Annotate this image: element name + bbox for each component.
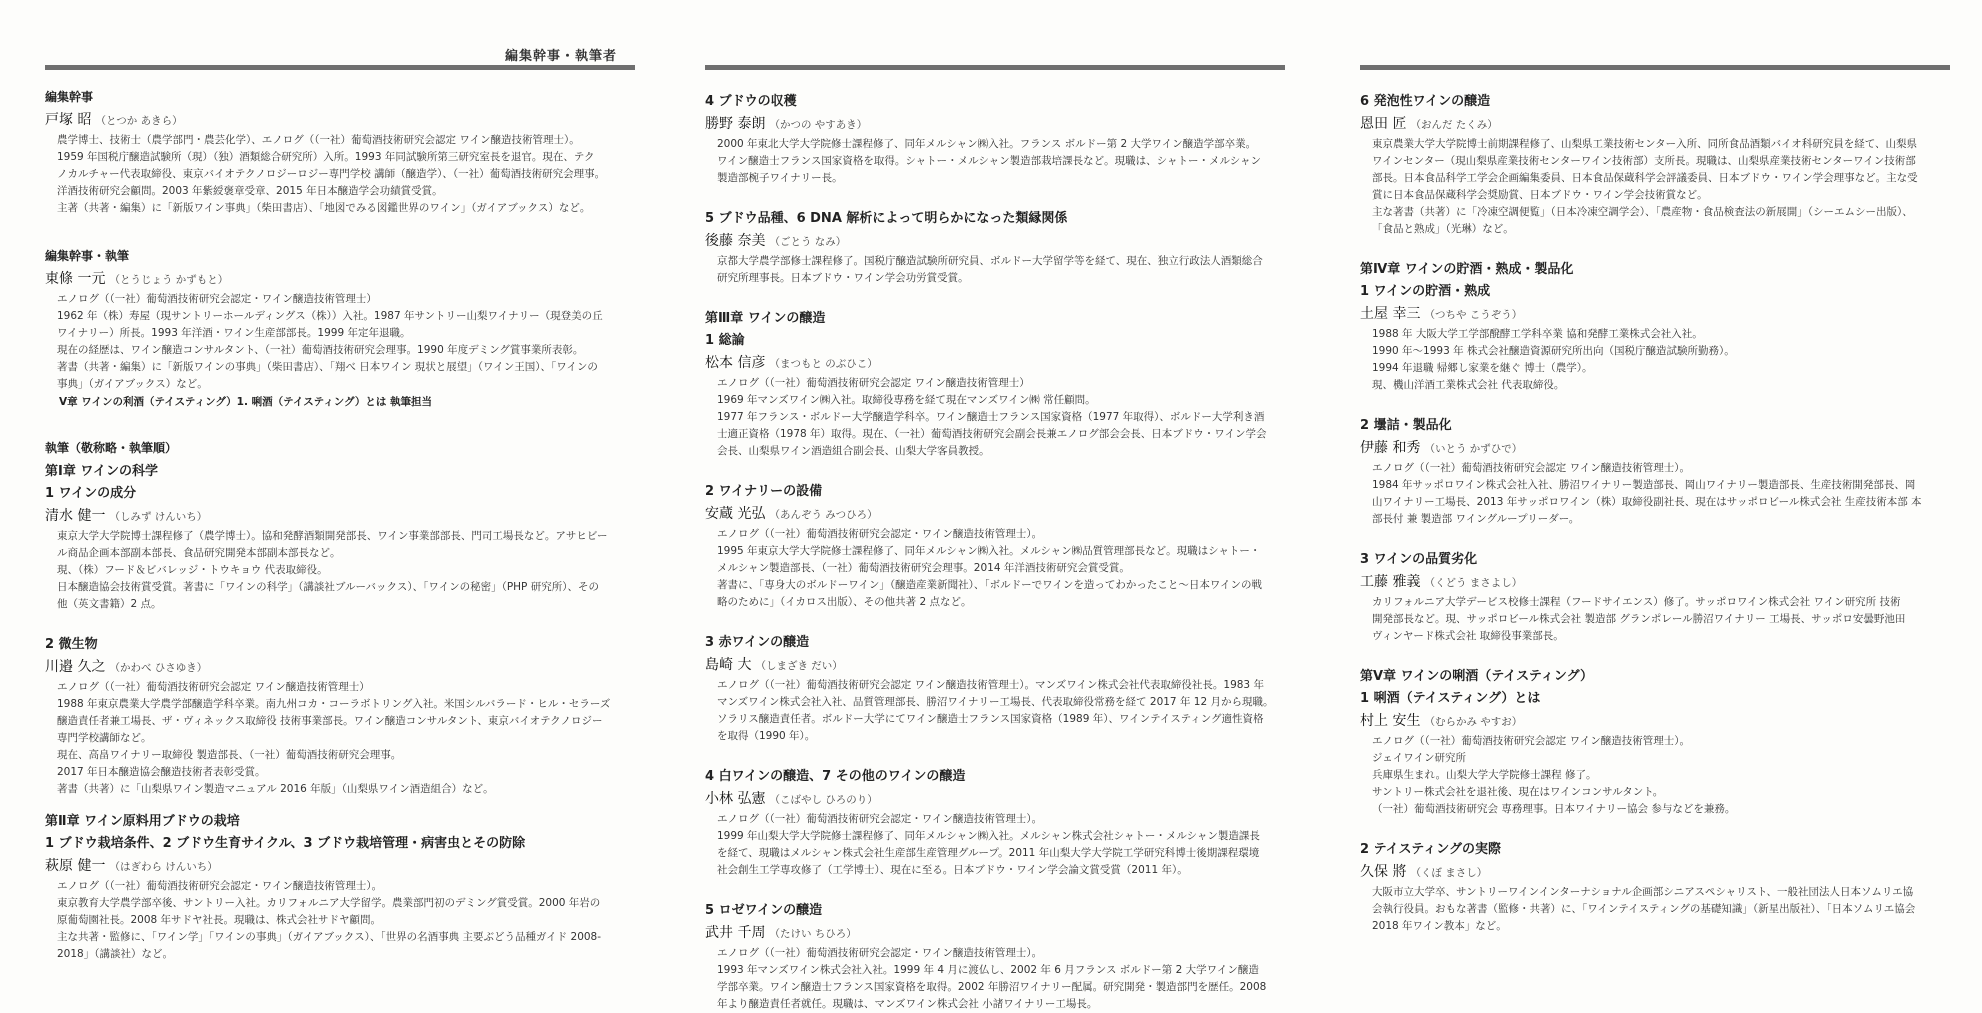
person-bio	[1360, 594, 1950, 645]
person-reading: （いとう かずひで）	[1424, 443, 1523, 455]
bio-line: 農学博士、技術士（農学部門・農芸化学）、エノログ（（一社）葡萄酒技術研究会認定 ワイン醸造技術管理士）。	[57, 134, 580, 146]
bio-line: 大阪市立大学卒、サントリーワインインターナショナル企画部シニアスペシャリスト、一般社団法人日本ソムリエ協	[1372, 886, 1914, 898]
bio-line: 1988 年東京農業大学農学部醸造学科卒業。南九州コカ・コーラボトリング入社。米国シルバラード・ヒル・セラーズ	[57, 698, 611, 710]
bio-line: エノログ（（一社）葡萄酒技術研究会認定 ワイン醸造技術管理士）	[57, 681, 370, 693]
bio-line: 1969 年マンズワイン㈱入社。取締役専務を経て現在マンズワイン㈱ 常任顧問。	[717, 394, 1096, 406]
person-name: 勝野 泰朗 （かつの やすあき）	[705, 116, 868, 132]
bio-line: 2017 年日本醸造協会醸造技術者表彰受賞。	[57, 766, 266, 778]
bio-line: ワイナリー）所長。1993 年洋酒・ワイン生産部部長。1999 年定年退職。	[57, 327, 411, 339]
section-heading: 1 ワインの貯酒・熟成	[1360, 284, 1491, 299]
person-name: 恩田 匠 （おんだ たくみ）	[1360, 116, 1498, 132]
bio-line: 会執行役員。おもな著書（監修・共著）に、「ワインテイスティングの基礎知識」（新星出版社）、「日本ソムリエ協会	[1372, 903, 1916, 915]
bio-line: 「食品と熟成」（光琳）など。	[1372, 223, 1514, 235]
bio-line: エノログ（（一社）葡萄酒技術研究会認定・ワイン醸造技術管理士）。	[717, 813, 1043, 825]
bio-line: 他（英文書籍）2 点。	[57, 598, 162, 610]
column-left	[45, 0, 635, 1000]
person-bio	[705, 945, 1285, 1013]
person-bio	[45, 132, 635, 217]
person-reading: （くぼ まさし）	[1410, 867, 1488, 879]
section-heading: 2 テイスティングの実際	[1360, 842, 1501, 857]
bio-line: 著書（共著・編集）に「新版ワインの事典」（柴田書店）、「翔べ 日本ワイン 現状と展望」（ワイン王国）、「ワインの	[57, 361, 598, 373]
chapter-heading: 第Ⅴ章 ワインの唎酒（テイスティング）	[1360, 669, 1593, 684]
section-heading: 1 総論	[705, 333, 745, 348]
bio-line: ル商品企画本部副本部長、食品研究開発本部副本部長など。	[57, 547, 341, 559]
section-heading: 1 ワインの成分	[45, 486, 137, 501]
bio-line: 2018 年ワイン教本」など。	[1372, 920, 1507, 932]
section-heading: 5 ロゼワインの醸造	[705, 903, 823, 918]
bio-line: 山ワイナリー工場長、2013 年サッポロワイン（株）取締役副社長、現在はサッポロビール株式会社 生産技術本部 本	[1372, 496, 1922, 508]
bio-line: 2000 年東北大学大学院修士課程修了、同年メルシャン㈱入社。フランス ボルドー第 2 大学ワイン醸造学部卒業。	[717, 138, 1257, 150]
bio-line: メルシャン製造部長、（一社）葡萄酒技術研究会理事。2014 年洋酒技術研究会賞受賞。	[717, 562, 1130, 574]
bio-line: 主著（共著・編集）に「新版ワイン事典」（柴田書店）、「地図でみる図鑑世界のワイン」（ガイアブックス）など。	[57, 202, 591, 214]
person-name: 後藤 奈美 （ごとう なみ）	[705, 233, 847, 249]
person-bio	[705, 526, 1285, 611]
section-heading: 1 ブドウ栽培条件、2 ブドウ生育サイクル、3 ブドウ栽培管理・病害虫とその防除	[45, 836, 526, 851]
person-bio	[45, 878, 635, 963]
bio-line: 現在の経歴は、ワイン醸造コンサルタント、（一社）葡萄酒技術研究会理事。1990 年度デミング賞事業所表彰。	[57, 344, 584, 356]
section-heading: 4 白ワインの醸造、7 その他のワインの醸造	[705, 769, 966, 784]
section-heading: 5 ブドウ品種、6 DNA 解析によって明らかになった類縁関係	[705, 211, 1068, 226]
bio-line: 原葡萄園社長。2008 年サドヤ社長。現職は、株式会社サドヤ顧問。	[57, 914, 382, 926]
bio-line: マンズワイン株式会社入社、品質管理部長、勝沼ワイナリー工場長、代表取締役常務を経て 2017 年 12 月から現職。	[717, 696, 1274, 708]
person-name: 戸塚 昭 （とつか あきら）	[45, 112, 183, 128]
bio-line: 士適正資格（1978 年）取得。現在、（一社）葡萄酒技術研究会副会長兼エノログ部会会長、日本ブドウ・ワイン学会	[717, 428, 1267, 440]
section-heading: 3 赤ワインの醸造	[705, 635, 810, 650]
column-right	[1360, 0, 1950, 1000]
chapter-heading: 第Ⅱ章 ワイン原料用ブドウの栽培	[45, 814, 240, 829]
bio-line: 東京農業大学大学院博士前期課程修了、山梨県工業技術センター入所、同所食品酒類バイオ科研究員を経て、山梨県	[1372, 138, 1918, 150]
column-middle	[705, 0, 1285, 1010]
page-header-label: 編集幹事・執筆者	[505, 49, 618, 64]
bio-line: エノログ（（一社）葡萄酒技術研究会認定・ワイン醸造技術管理士）。	[717, 528, 1043, 540]
bio-line: 1988 年 大阪大学工学部醗酵工学科卒業 協和発酵工業株式会社入社。	[1372, 328, 1703, 340]
group-heading: 編集幹事・執筆	[45, 249, 130, 263]
person-reading: （つちや こうぞう）	[1424, 309, 1523, 321]
person-bio	[705, 677, 1285, 745]
bio-line: 著書（共著）に「山梨県ワイン製造マニュアル 2016 年版」（山梨県ワイン酒造組合）など。	[57, 783, 494, 795]
person-reading: （とうじょう かずもと）	[109, 274, 229, 286]
person-name: 東條 一元 （とうじょう かずもと）	[45, 271, 229, 287]
group-heading: 編集幹事	[45, 90, 94, 104]
bio-line: 主な著書（共著）に「冷凍空調便覧」（日本冷凍空調学会）、「農産物・食品検査法の新展開」（シーエムシー出版）、	[1372, 206, 1913, 218]
bio-line: 東京大学大学院博士課程修了（農学博士）。協和発酵酒類開発部長、ワイン事業部部長、門司工場長など。アサヒビー	[57, 530, 608, 542]
person-name: 伊藤 和秀 （いとう かずひで）	[1360, 440, 1523, 456]
section-heading: 2 微生物	[45, 637, 98, 652]
person-bio	[45, 291, 635, 393]
bio-line: エノログ（（一社）葡萄酒技術研究会認定 ワイン醸造技術管理士）	[717, 377, 1030, 389]
bio-line: 略のために」（イカロス出版）、その他共著 2 点など。	[717, 596, 972, 608]
bio-line: （一社）葡萄酒技術研究会 専務理事。日本ワイナリー協会 参与などを兼務。	[1372, 803, 1736, 815]
section-heading: 2 ワイナリーの設備	[705, 484, 823, 499]
person-bio	[45, 528, 635, 613]
bio-line: 1993 年マンズワイン株式会社入社。1999 年 4 月に渡仏し、2002 年 6 月フランス ボルドー第 2 大学ワイン醸造	[717, 964, 1259, 976]
bio-line: 著書に、「専身大のボルドーワイン」（醸造産業新聞社）、「ボルドーでワインを造ってわかったこと〜日本ワインの戦	[717, 579, 1263, 591]
bio-line: 賞に日本食品保蔵科学会奨励賞、日本ブドウ・ワイン学会技術賞など。	[1372, 189, 1708, 201]
person-reading: （くどう まさよし）	[1424, 577, 1523, 589]
person-bio	[1360, 460, 1950, 528]
person-reading: （まつもと のぶひこ）	[769, 358, 878, 370]
person-name: 武井 千周 （たけい ちひろ）	[705, 925, 857, 941]
bio-line: ワインセンター（現山梨県産業技術センターワイン技術部）支所長。現職は、山梨県産業技術センターワイン技術部	[1372, 155, 1916, 167]
bio-line: 現、機山洋酒工業株式会社 代表取締役。	[1372, 379, 1565, 391]
bio-line: ヴィンヤード株式会社 取締役事業部長。	[1372, 630, 1564, 642]
bio-line: を取得（1990 年）。	[717, 730, 816, 742]
person-reading: （はぎわら けんいち）	[109, 861, 218, 873]
bio-line: 主な共著・監修に、「ワイン学」「ワインの事典」（ガイアブックス）、「世界の名酒事典 主要ぶどう品種ガイド 2008-	[57, 931, 602, 943]
bio-line: ノカルチャー代表取締役、東京バイオテクノロジーロジー専門学校 講師（醸造学）、（一社）葡萄酒技術研究会理事。	[57, 168, 606, 180]
person-reading: （おんだ たくみ）	[1410, 119, 1498, 131]
section-heading: 4 ブドウの収穫	[705, 94, 797, 109]
person-name: 安蔵 光弘 （あんぞう みつひろ）	[705, 506, 878, 522]
bio-line: 1959 年国税庁醸造試験所（現）（独）酒類総合研究所）入所。1993 年同試験所第三研究室長を退官。現在、テク	[57, 151, 595, 163]
bio-line: 1962 年（株）寿屋（現サントリーホールディングス（株））入社。1987 年サントリー山梨ワイナリー（現登美の丘	[57, 310, 603, 322]
bio-line: 1984 年サッポロワイン株式会社入社、勝沼ワイナリー製造部長、岡山ワイナリー製造部長、生産技術開発部長、岡	[1372, 479, 1916, 491]
bio-line: 兵庫県生まれ。山梨大学大学院修士課程 修了。	[1372, 769, 1597, 781]
person-bio	[1360, 136, 1950, 238]
bio-line: を経て、現職はメルシャン株式会社生産部生産管理グループ。2011 年山梨大学大学院工学研究科博士後期課程環境	[717, 847, 1260, 859]
person-reading: （ごとう なみ）	[769, 236, 847, 248]
bio-line: 会長、山梨県ワイン酒造組合副会長、山梨大学客員教授。	[717, 445, 990, 457]
person-name: 小林 弘憲 （こばやし ひろのり）	[705, 791, 878, 807]
section-heading: 2 壜詰・製品化	[1360, 418, 1452, 433]
person-name: 島崎 大 （しまざき だい）	[705, 657, 843, 673]
bio-line: 社会創生工学専攻修了（工学博士）、現在に至る。日本ブドウ・ワイン学会論文賞受賞（2011 年）。	[717, 864, 1188, 876]
bio-line: 現、（株）フード＆ビバレッジ・トウキョウ 代表取締役。	[57, 564, 328, 576]
bio-line: 東京教育大学農学部卒後、サントリー入社。カリフォルニア大学留学。農業部門初のデミング賞受賞。2000 年岩の	[57, 897, 601, 909]
bio-line: エノログ（（一社）葡萄酒技術研究会認定 ワイン醸造技術管理士）。	[1372, 735, 1691, 747]
bio-line: 現在、高畠ワイナリー取締役 製造部長、（一社）葡萄酒技術研究会理事。	[57, 749, 402, 761]
bio-line: 1990 年〜1993 年 株式会社醸造資源研究所出向（国税庁醸造試験所勤務）。	[1372, 345, 1735, 357]
person-name: 久保 將 （くぼ まさし）	[1360, 864, 1488, 880]
person-bio	[1360, 733, 1950, 818]
bio-line: 研究所理事長。日本ブドウ・ワイン学会功労賞受賞。	[717, 272, 969, 284]
person-reading: （むらかみ やすお）	[1424, 716, 1523, 728]
chapter-heading: 第Ⅰ章 ワインの科学	[45, 464, 158, 479]
bio-line: 醸造責任者兼工場長、ザ・ヴィネックス取締役 技術事業部長。ワイン醸造コンサルタント、東京バイオテクノロジー	[57, 715, 603, 727]
bio-line: エノログ（（一社）葡萄酒技術研究会認定 ワイン醸造技術管理士）。	[1372, 462, 1691, 474]
bio-line: 京都大学農学部修士課程修了。国税庁醸造試験所研究員、ボルドー大学留学等を経て、現在、独立行政法人酒類総合	[717, 255, 1263, 267]
bio-line: 事典」（ガイアブックス）など。	[57, 378, 208, 390]
assignment-note: V章 ワインの利酒（テイスティング）1. 唎酒（テイスティング）とは 執筆担当	[59, 396, 433, 408]
person-reading: （しまざき だい）	[755, 660, 843, 672]
person-name: 土屋 幸三 （つちや こうぞう）	[1360, 306, 1523, 322]
person-reading: （かつの やすあき）	[769, 119, 868, 131]
chapter-heading: 第Ⅳ章 ワインの貯酒・熟成・製品化	[1360, 262, 1574, 277]
bio-line: エノログ（（一社）葡萄酒技術研究会認定・ワイン醸造技術管理士）	[57, 293, 377, 305]
section-heading: 1 唎酒（テイスティング）とは	[1360, 691, 1541, 706]
person-reading: （あんぞう みつひろ）	[769, 509, 878, 521]
bio-line: 1994 年退職 帰郷し家業を継ぐ 博士（農学）。	[1372, 362, 1593, 374]
bio-line: 1999 年山梨大学大学院修士課程修了、同年メルシャン㈱入社。メルシャン株式会社シャトー・メルシャン製造課長	[717, 830, 1260, 842]
person-name: 萩原 健一 （はぎわら けんいち）	[45, 858, 218, 874]
person-bio	[705, 375, 1285, 460]
person-bio	[705, 253, 1285, 287]
bio-line: 学部卒業。ワイン醸造士フランス国家資格を取得。2002 年勝沼ワイナリー配属。研究開発・製造部門を歴任。2008	[717, 981, 1267, 993]
bio-line: 日本醸造協会技術賞受賞。著書に「ワインの科学」（講談社ブルーバックス）、「ワインの秘密」（PHP 研究所）、その	[57, 581, 599, 593]
person-reading: （しみず けんいち）	[109, 511, 208, 523]
chapter-heading: 第Ⅲ章 ワインの醸造	[705, 311, 826, 326]
bio-line: カリフォルニア大学デービス校修士課程（フードサイエンス）修了。サッポロワイン株式会社 ワイン研究所 技術	[1372, 596, 1901, 608]
section-heading: 6 発泡性ワインの醸造	[1360, 94, 1491, 109]
bio-line: エノログ（（一社）葡萄酒技術研究会認定・ワイン醸造技術管理士）。	[57, 880, 383, 892]
group-heading: 執筆（敬称略・執筆順）	[45, 441, 178, 455]
person-bio	[1360, 326, 1950, 394]
person-name: 清水 健一 （しみず けんいち）	[45, 508, 208, 524]
person-reading: （とつか あきら）	[95, 115, 183, 127]
bio-line: 開発部長など。現、サッポロビール株式会社 製造部 グランポレール勝沼ワイナリー 工場長、サッポロ安曇野池田	[1372, 613, 1906, 625]
person-bio	[705, 811, 1285, 879]
person-name: 川邉 久之 （かわべ ひさゆき）	[45, 659, 208, 675]
bio-line: 1977 年フランス・ボルドー大学醸造学科卒。ワイン醸造士フランス国家資格（1977 年取得）、ボルドー大学利き酒	[717, 411, 1265, 423]
bio-line: 部長。日本食品科学工学会企画編集委員、日本食品保蔵科学会評議委員、日本ブドウ・ワイン学会理事など。主な受	[1372, 172, 1918, 184]
person-bio	[1360, 884, 1950, 935]
person-bio	[705, 136, 1285, 187]
bio-line: エノログ（（一社）葡萄酒技術研究会認定・ワイン醸造技術管理士）。	[717, 947, 1043, 959]
person-reading: （こばやし ひろのり）	[769, 794, 878, 806]
bio-line: 2018」（講談社）など。	[57, 948, 173, 960]
bio-line: 専門学校講師など。	[57, 732, 152, 744]
person-name: 村上 安生 （むらかみ やすお）	[1360, 713, 1523, 729]
bio-line: 部長付 兼 製造部 ワイングループリーダー。	[1372, 513, 1580, 525]
bio-line: 洋酒技術研究会顧問。2003 年紫綬褒章受章、2015 年日本醸造学会功績賞受賞。	[57, 185, 443, 197]
person-bio	[45, 679, 635, 798]
person-reading: （かわべ ひさゆき）	[109, 662, 208, 674]
bio-line: エノログ（（一社）葡萄酒技術研究会認定 ワイン醸造技術管理士）。マンズワイン株式会社代表取締役社長。1983 年	[717, 679, 1264, 691]
bio-line: 年より醸造責任者就任。現職は、マンズワイン株式会社 小諸ワイナリー工場長。	[717, 998, 1098, 1010]
bio-line: ワイン醸造士フランス国家資格を取得。シャトー・メルシャン製造部栽培課長など。現職は、シャトー・メルシャン	[717, 155, 1262, 167]
person-name: 工藤 雅義 （くどう まさよし）	[1360, 574, 1523, 590]
bio-line: ジェイワイン研究所	[1372, 752, 1466, 764]
person-reading: （たけい ちひろ）	[769, 928, 857, 940]
bio-line: 1995 年東京大学大学院修士課程修了、同年メルシャン㈱入社。メルシャン㈱品質管理部長など。現職はシャトー・	[717, 545, 1261, 557]
bio-line: ソラリス醸造責任者。ボルドー大学にてワイン醸造士フランス国家資格（1989 年）、ワインテイスティング適性資格	[717, 713, 1264, 725]
bio-line: サントリー株式会社を退社後、現在はワインコンサルタント。	[1372, 786, 1664, 798]
person-name: 松本 信彦 （まつもと のぶひこ）	[705, 355, 878, 371]
section-heading: 3 ワインの品質劣化	[1360, 552, 1478, 567]
bio-line: 製造部椀子ワイナリー長。	[717, 172, 843, 184]
